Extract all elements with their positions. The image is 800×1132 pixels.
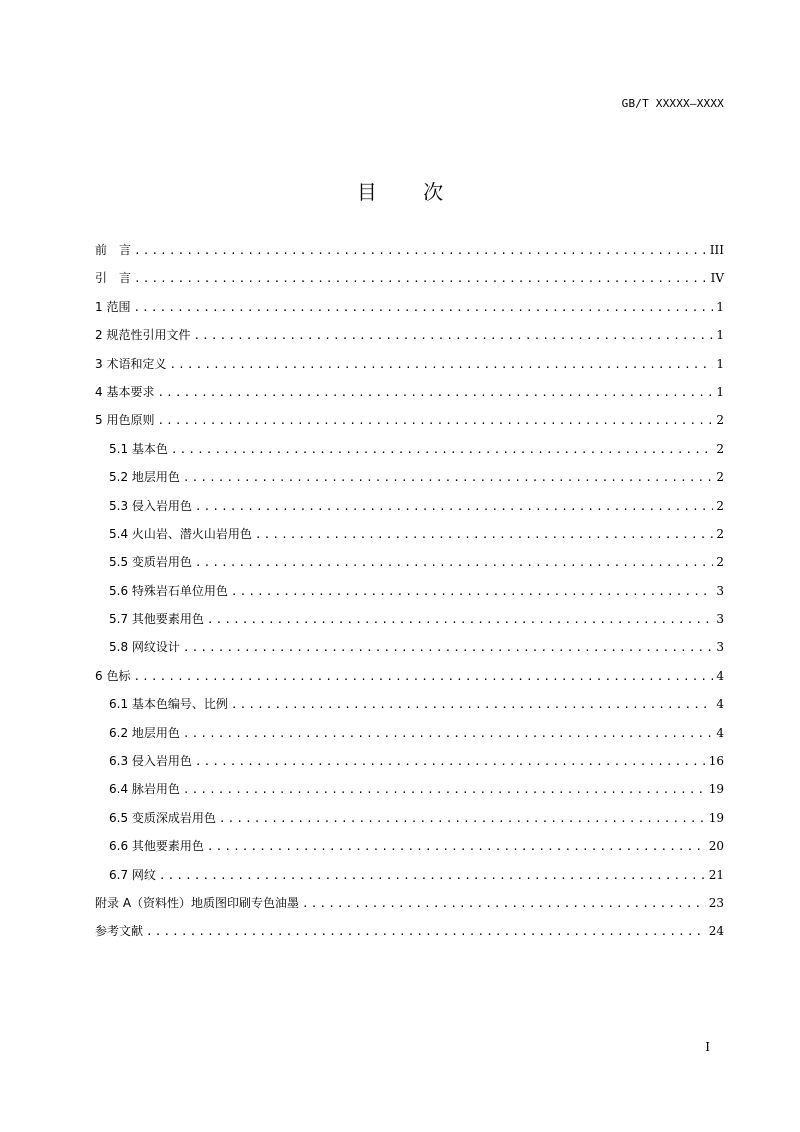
dot-leader <box>183 468 713 488</box>
toc-entry-page: 20 <box>708 839 724 854</box>
toc-entry[interactable] <box>95 581 724 609</box>
toc-entry[interactable] <box>95 524 724 552</box>
dot-leader <box>195 752 706 772</box>
dot-leader <box>157 383 713 403</box>
toc-entry-page: III <box>709 243 724 257</box>
toc-entry-label: 6.3 侵入岩用色 <box>109 754 192 769</box>
page-title: 目 次 <box>356 180 464 204</box>
dot-leader <box>133 667 713 687</box>
toc-entry-page: 3 <box>716 640 724 655</box>
dot-leader <box>193 326 713 346</box>
toc-entry-page: 4 <box>716 725 724 740</box>
dot-leader <box>169 355 713 375</box>
dot-leader <box>183 780 706 800</box>
toc-entry-page: 2 <box>716 413 724 428</box>
toc-entry-page: 2 <box>716 555 724 570</box>
toc-entry-page: 2 <box>716 498 724 513</box>
toc-entry-label: 6.4 脉岩用色 <box>109 782 180 797</box>
toc-entry-label: 3 术语和定义 <box>95 356 167 371</box>
toc-entry-label: 6.2 地层用色 <box>109 725 180 740</box>
toc-entry-page: 23 <box>708 895 724 910</box>
toc-entry-page: 19 <box>708 810 724 825</box>
toc-entry[interactable] <box>95 808 724 836</box>
toc-entry[interactable] <box>95 439 724 467</box>
toc-entry-label: 5.5 变质岩用色 <box>109 555 192 570</box>
toc-entry[interactable] <box>95 496 724 524</box>
dot-leader <box>157 411 713 431</box>
toc-entry-label: 前 言 <box>95 243 132 257</box>
toc-entry-label: 6.5 变质深成岩用色 <box>109 810 216 825</box>
toc-entry-label: 1 范围 <box>95 299 131 314</box>
toc-entry[interactable] <box>95 637 724 665</box>
toc-entry-page: 16 <box>708 754 724 769</box>
dot-leader <box>183 724 713 744</box>
toc-entry-label: 5.6 特殊岩石单位用色 <box>109 583 228 598</box>
toc-entry[interactable] <box>95 325 724 353</box>
toc-entry[interactable] <box>95 779 724 807</box>
toc-entry-label: 6 色标 <box>95 668 131 683</box>
dot-leader <box>195 497 713 517</box>
dot-leader <box>159 866 706 886</box>
dot-leader <box>219 809 706 829</box>
toc-entry-label: 引 言 <box>95 271 132 286</box>
dot-leader <box>134 269 708 289</box>
toc-entry-label: 4 基本要求 <box>95 384 155 399</box>
toc-entry-page: 21 <box>708 867 724 882</box>
document-code: GB/T XXXXX—XXXX <box>621 97 724 110</box>
toc-entry-page: 19 <box>708 782 724 797</box>
toc-entry-page: 2 <box>716 470 724 485</box>
toc-entry[interactable] <box>95 268 724 296</box>
dot-leader <box>231 695 713 715</box>
dot-leader <box>255 525 713 545</box>
toc-entry-page: 4 <box>716 697 724 712</box>
toc-entry[interactable] <box>95 893 724 921</box>
page-number: I <box>705 1040 710 1054</box>
toc-entry-page: 1 <box>716 384 724 399</box>
toc-entry[interactable] <box>95 666 724 694</box>
toc-entry[interactable] <box>95 354 724 382</box>
toc-entry-page: 2 <box>716 441 724 456</box>
toc-entry[interactable] <box>95 382 724 410</box>
toc-entry-label: 附录 A（资料性）地质图印刷专色油墨 <box>95 895 300 910</box>
toc-entry-page: 1 <box>716 328 724 343</box>
toc-entry-label: 2 规范性引用文件 <box>95 328 191 343</box>
dot-leader <box>133 298 713 318</box>
toc-entry[interactable] <box>95 552 724 580</box>
toc-entry[interactable] <box>95 467 724 495</box>
toc-entry[interactable] <box>95 921 724 949</box>
toc-entry-label: 6.6 其他要素用色 <box>109 839 204 854</box>
toc-entry-page: 1 <box>716 299 724 314</box>
dot-leader <box>183 638 713 658</box>
toc-entry-page: IV <box>710 271 724 286</box>
toc-entry-label: 5.4 火山岩、潜火山岩用色 <box>109 526 252 541</box>
toc-entry[interactable] <box>95 751 724 779</box>
toc-entry-label: 5.7 其他要素用色 <box>109 612 204 627</box>
toc-entry[interactable] <box>95 865 724 893</box>
toc-entry-label: 5.2 地层用色 <box>109 470 180 485</box>
toc-entry-page: 2 <box>716 526 724 541</box>
dot-leader <box>207 837 706 857</box>
toc-entry-label: 5.3 侵入岩用色 <box>109 498 192 513</box>
toc-entry[interactable] <box>95 410 724 438</box>
toc-entry-label: 5 用色原则 <box>95 413 155 428</box>
table-of-contents <box>95 240 724 950</box>
toc-entry-label: 5.8 网纹设计 <box>109 640 180 655</box>
dot-leader <box>231 582 713 602</box>
toc-entry[interactable] <box>95 609 724 637</box>
toc-entry-page: 3 <box>716 612 724 627</box>
toc-entry[interactable] <box>95 297 724 325</box>
dot-leader <box>146 922 706 942</box>
toc-entry-label: 6.1 基本色编号、比例 <box>109 697 228 712</box>
toc-entry-page: 1 <box>716 356 724 371</box>
toc-entry[interactable] <box>95 240 724 268</box>
dot-leader <box>171 440 713 460</box>
toc-entry[interactable] <box>95 723 724 751</box>
dot-leader <box>134 241 707 261</box>
toc-entry-page: 3 <box>716 583 724 598</box>
toc-entry-label: 6.7 网纹 <box>109 867 156 882</box>
toc-entry-page: 4 <box>716 668 724 683</box>
dot-leader <box>207 610 713 630</box>
toc-entry-label: 参考文献 <box>95 924 144 939</box>
toc-entry-page: 24 <box>708 924 724 939</box>
toc-entry-label: 5.1 基本色 <box>109 441 168 456</box>
toc-entry[interactable] <box>95 694 724 722</box>
dot-leader <box>195 553 713 573</box>
toc-entry[interactable] <box>95 836 724 864</box>
dot-leader <box>302 894 706 914</box>
